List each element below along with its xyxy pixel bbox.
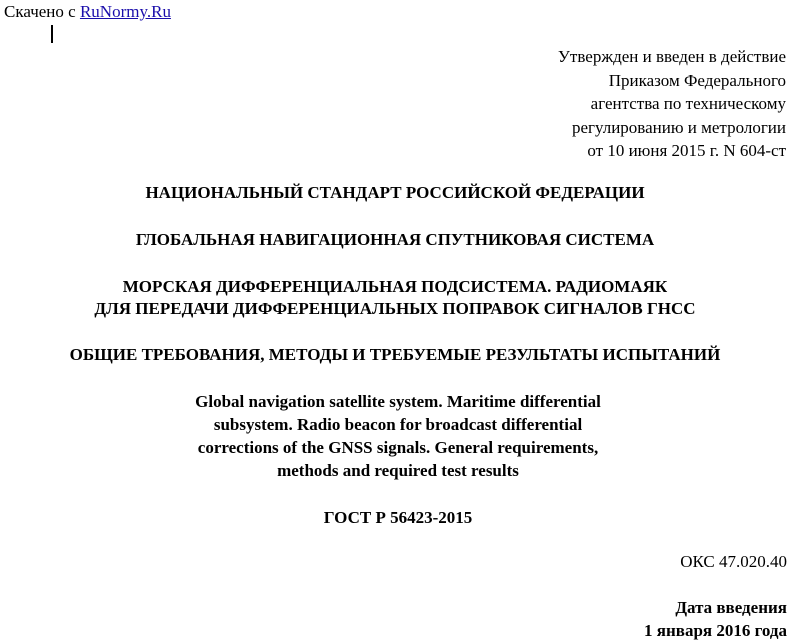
oks-code: ОКС 47.020.40 <box>680 552 787 571</box>
introduction-date: 1 января 2016 года <box>644 621 787 640</box>
system-heading: ГЛОБАЛЬНАЯ НАВИГАЦИОННАЯ СПУТНИКОВАЯ СИСТЕМА <box>135 230 655 249</box>
approval-line: Утвержден и введен в действие <box>557 47 786 66</box>
english-title-line: methods and required test results <box>277 461 519 480</box>
english-title-line: Global navigation satellite system. Maritime differential <box>195 392 601 411</box>
standard-heading: НАЦИОНАЛЬНЫЙ СТАНДАРТ РОССИЙСКОЙ ФЕДЕРАЦИИ <box>145 183 645 202</box>
introduction-label: Дата введения <box>675 598 787 617</box>
requirements-heading: ОБЩИЕ ТРЕБОВАНИЯ, МЕТОДЫ И ТРЕБУЕМЫЕ РЕЗУЛЬТАТЫ ИСПЫТАНИЙ <box>69 345 721 364</box>
english-title-line: corrections of the GNSS signals. General requirements, <box>197 438 599 457</box>
approval-line: агентства по техническому <box>590 94 786 113</box>
introduction-date-block <box>644 596 787 642</box>
approval-line: Приказом Федерального <box>608 70 786 90</box>
english-title <box>0 390 790 482</box>
gost-number: ГОСТ Р 56423-2015 <box>323 508 473 527</box>
english-title-line: subsystem. Radio beacon for broadcast differential <box>213 415 583 434</box>
source-prefix: Скачено с <box>4 2 80 21</box>
source-link[interactable]: RuNormy.Ru <box>79 2 171 21</box>
subsystem-heading-line: МОРСКАЯ ДИФФЕРЕНЦИАЛЬНАЯ ПОДСИСТЕМА. РАДИОМАЯК <box>122 277 668 296</box>
subsystem-heading-line: ДЛЯ ПЕРЕДАЧИ ДИФФЕРЕНЦИАЛЬНЫХ ПОПРАВОК СИГНАЛОВ ГНСС <box>94 299 696 318</box>
text-cursor <box>51 25 53 43</box>
approval-line: регулированию и метрологии <box>571 117 786 137</box>
source-line <box>4 2 171 22</box>
approval-line: от 10 июня 2015 г. N 604-ст <box>587 141 786 160</box>
approval-block <box>366 45 786 163</box>
subsystem-heading <box>0 276 790 320</box>
